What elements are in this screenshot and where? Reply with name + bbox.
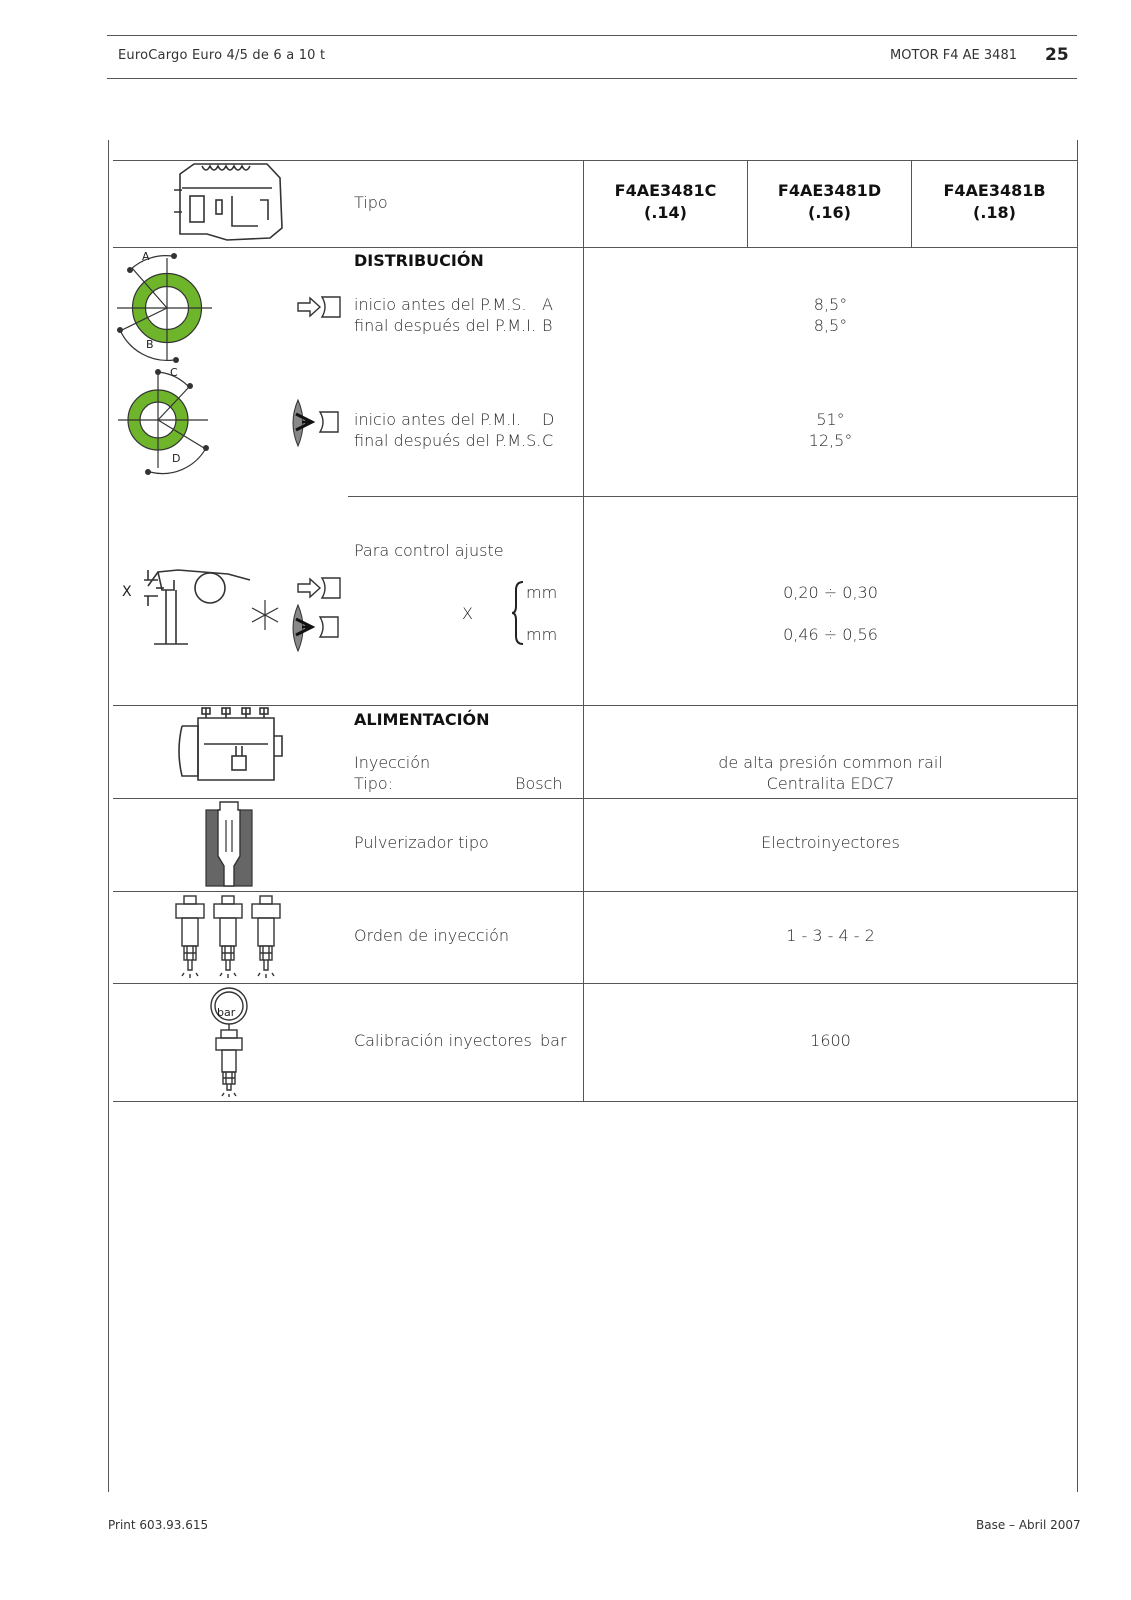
table-rule-tipo — [113, 247, 1077, 248]
pressure-gauge-injector-icon — [204, 986, 254, 1098]
exhaust-valve-icon — [286, 398, 342, 448]
alimentacion-value-2: Centralita EDC7 — [766, 774, 895, 793]
column-header-2 — [748, 180, 911, 224]
table-rule-orden — [113, 983, 1077, 984]
snowflake-icon — [250, 598, 280, 632]
header-top-rule — [107, 35, 1077, 36]
ajuste-x: X — [462, 604, 473, 623]
orden-label: Orden de inyección — [354, 926, 510, 945]
column-1-code: F4AE3481C — [614, 181, 717, 200]
page-number: 25 — [1045, 45, 1069, 65]
diagram-letter-a: A — [142, 250, 150, 263]
inyeccion-label: Inyección — [354, 753, 431, 772]
calibracion-unit: bar — [540, 1031, 567, 1050]
tipo-label: Tipo — [354, 193, 388, 212]
alimentacion-title: ALIMENTACIÓN — [354, 710, 490, 729]
injectors-icon — [174, 894, 286, 980]
distribucion-title: DISTRIBUCIÓN — [354, 251, 484, 270]
diagram-x-label: X — [122, 584, 132, 600]
header-section: MOTOR F4 AE 3481 — [890, 48, 1017, 63]
diagram-letter-d: D — [172, 452, 181, 465]
frame-left — [108, 140, 109, 1492]
footer-date: Base – Abril 2007 — [976, 1518, 1081, 1532]
column-2-variant: (.16) — [808, 203, 851, 222]
column-3-code: F4AE3481B — [943, 181, 1046, 200]
calibracion-label: Calibración inyectores — [354, 1031, 532, 1050]
alimentacion-value-1: de alta presión common rail — [718, 753, 943, 772]
ajuste-label: Para control ajuste — [354, 541, 504, 560]
frame-right — [1077, 140, 1078, 1492]
table-rule-pulverizador — [113, 891, 1077, 892]
pulverizador-label: Pulverizador tipo — [354, 833, 489, 852]
footer-print: Print 603.93.615 — [108, 1518, 209, 1532]
injection-pump-icon — [176, 706, 284, 786]
column-header-1 — [584, 180, 747, 224]
intake-start-letter: A — [542, 295, 553, 314]
ajuste-value-1: 0,20 ÷ 0,30 — [783, 583, 878, 602]
diagram-letter-b: B — [146, 338, 154, 351]
header-title: EuroCargo Euro 4/5 de 6 a 10 t — [118, 48, 326, 63]
pulverizador-value: Electroinyectores — [761, 833, 900, 852]
alimentacion-tipo-label: Tipo: — [354, 774, 394, 793]
exhaust-timing-diagram-icon — [118, 368, 218, 480]
column-2-code: F4AE3481D — [777, 181, 882, 200]
intake-end-letter: B — [542, 316, 553, 335]
header-bottom-rule — [107, 78, 1077, 79]
intake-timing-diagram-icon — [112, 248, 212, 363]
nozzle-icon — [204, 800, 254, 888]
diagram-letter-c: C — [170, 368, 178, 379]
exhaust-start-value: 51° — [816, 410, 845, 429]
orden-value: 1 - 3 - 4 - 2 — [786, 926, 875, 945]
column-1-variant: (.14) — [644, 203, 687, 222]
brace-icon — [512, 580, 524, 646]
ajuste-value-2: 0,46 ÷ 0,56 — [783, 625, 878, 644]
intake-arrow-icon-2 — [296, 576, 342, 600]
exhaust-end-letter: C — [542, 431, 554, 450]
column-header-3 — [912, 180, 1077, 224]
gauge-bar-label: bar — [217, 1006, 236, 1019]
intake-start-value: 8,5° — [813, 295, 848, 314]
alimentacion-tipo-value: Bosch — [515, 774, 563, 793]
table-rule-distribucion — [348, 496, 1077, 497]
column-3-variant: (.18) — [973, 203, 1016, 222]
intake-end-label: final después del P.M.I. — [354, 316, 536, 335]
engine-icon — [172, 160, 287, 245]
intake-arrow-icon — [296, 295, 342, 319]
table-rule-bottom — [113, 1101, 1077, 1102]
calibracion-value: 1600 — [810, 1031, 851, 1050]
rocker-arm-valve-icon — [118, 566, 258, 650]
table-rule-alimentacion — [113, 798, 1077, 799]
intake-end-value: 8,5° — [813, 316, 848, 335]
intake-start-label: inicio antes del P.M.S. — [354, 295, 527, 314]
exhaust-start-letter: D — [542, 410, 555, 429]
exhaust-start-label: inicio antes del P.M.I. — [354, 410, 522, 429]
ajuste-unit-1: mm — [526, 583, 558, 602]
ajuste-unit-2: mm — [526, 625, 558, 644]
exhaust-end-label: final después del P.M.S. — [354, 431, 542, 450]
exhaust-valve-icon-2 — [286, 603, 342, 653]
exhaust-end-value: 12,5° — [808, 431, 853, 450]
